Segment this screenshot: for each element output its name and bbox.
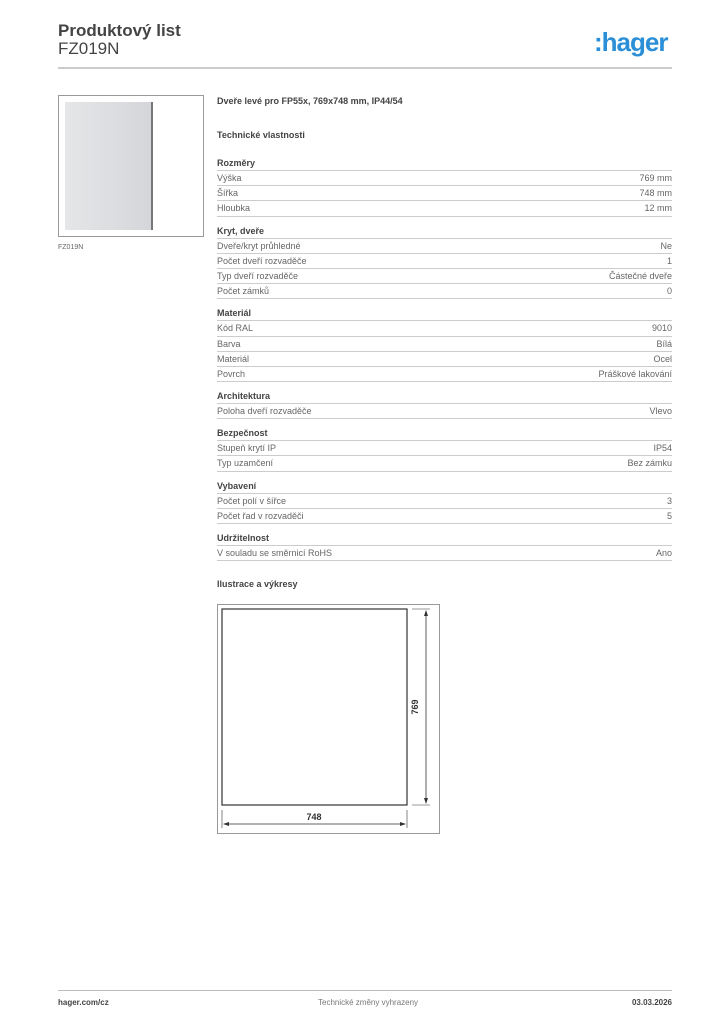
- drawing-svg: [218, 605, 441, 835]
- spec-label: Počet polí v šířce: [217, 495, 287, 506]
- product-code: FZ019N: [58, 39, 120, 58]
- spec-row: [217, 352, 672, 367]
- header-divider: [58, 67, 672, 69]
- spec-label: Typ dveří rozvaděče: [217, 270, 299, 281]
- tech-heading: Technické vlastnosti: [217, 130, 305, 140]
- spec-value: 769 mm: [639, 173, 672, 183]
- spec-value: 3: [666, 495, 672, 506]
- section-heading: Udržitelnost: [217, 532, 672, 546]
- illustrations-heading: Ilustrace a výkresy: [217, 579, 298, 590]
- spec-row: [217, 367, 672, 382]
- spec-row: [217, 269, 672, 284]
- spec-row: [217, 201, 672, 216]
- spec-value: 5: [666, 510, 672, 521]
- footer-divider: [58, 990, 672, 991]
- spec-label: Kód RAL: [217, 323, 254, 334]
- spec-row: [217, 186, 672, 201]
- spec-value: Částečné dveře: [608, 270, 672, 281]
- door-picture: [65, 102, 153, 230]
- width-label: 748: [306, 812, 322, 822]
- spec-row: [217, 509, 672, 524]
- footer-date: 03.03.2026: [631, 998, 672, 1007]
- spec-row: [217, 171, 672, 186]
- spec-row: [217, 321, 672, 336]
- spec-row: [217, 441, 672, 456]
- image-caption: FZ019N: [58, 244, 84, 251]
- spec-value: 1: [666, 255, 672, 266]
- spec-row: [217, 546, 672, 561]
- spec-value: Ocel: [653, 353, 672, 364]
- spec-value: 0: [666, 286, 672, 297]
- spec-row: [217, 494, 672, 509]
- spec-label: Výška: [217, 173, 242, 183]
- footer-website[interactable]: hager.com/cz: [58, 998, 109, 1007]
- product-image: [58, 95, 204, 237]
- section-heading: Materiál: [217, 307, 672, 321]
- spec-label: Poloha dveří rozvaděče: [217, 406, 312, 417]
- spec-value: 9010: [651, 323, 672, 334]
- spec-value: Vlevo: [649, 406, 672, 417]
- height-label: 769: [410, 699, 420, 715]
- spec-label: V souladu se směrnicí RoHS: [217, 548, 333, 558]
- dimension-drawing: [217, 604, 440, 834]
- spec-label: Počet dveří rozvaděče: [217, 255, 307, 266]
- spec-column: [217, 96, 672, 589]
- spec-label: Hloubka: [217, 203, 251, 214]
- spec-value: Bez zámku: [627, 458, 672, 469]
- section-heading: Kryt, dveře: [217, 225, 672, 239]
- spec-label: Dveře/kryt průhledné: [217, 240, 301, 251]
- spec-label: Počet řad v rozvaděči: [217, 510, 304, 521]
- spec-row: [217, 404, 672, 419]
- spec-value: 748 mm: [639, 188, 672, 199]
- spec-row: [217, 337, 672, 352]
- spec-label: Počet zámků: [217, 286, 270, 297]
- spec-label: Stupeň krytí IP: [217, 443, 277, 454]
- spec-label: Barva: [217, 338, 241, 349]
- spec-row: [217, 254, 672, 269]
- spec-value: Ne: [660, 240, 672, 251]
- spec-label: Šířka: [217, 188, 239, 199]
- spec-row: [217, 239, 672, 254]
- footer-note: Technické změny vyhrazeny: [318, 998, 419, 1007]
- section-heading: Vybavení: [217, 480, 672, 494]
- product-title: Dveře levé pro FP55x, 769x748 mm, IP44/54: [217, 96, 403, 106]
- spec-label: Povrch: [217, 368, 246, 379]
- spec-row: [217, 284, 672, 299]
- spec-value: 12 mm: [644, 203, 672, 214]
- spec-value: Práškové lakování: [598, 368, 672, 379]
- spec-value: Ano: [655, 548, 672, 558]
- door-outline: [222, 609, 407, 805]
- spec-value: Bílá: [656, 338, 672, 349]
- section-heading: Bezpečnost: [217, 427, 672, 441]
- section-heading: Rozměry: [217, 157, 672, 171]
- hager-logo: :hager: [594, 27, 668, 57]
- spec-label: Typ uzamčení: [217, 458, 274, 469]
- page-title: Produktový list: [58, 21, 181, 40]
- spec-row: [217, 456, 672, 471]
- spec-value: IP54: [653, 443, 672, 454]
- spec-label: Materiál: [217, 353, 250, 364]
- section-heading: Architektura: [217, 390, 672, 404]
